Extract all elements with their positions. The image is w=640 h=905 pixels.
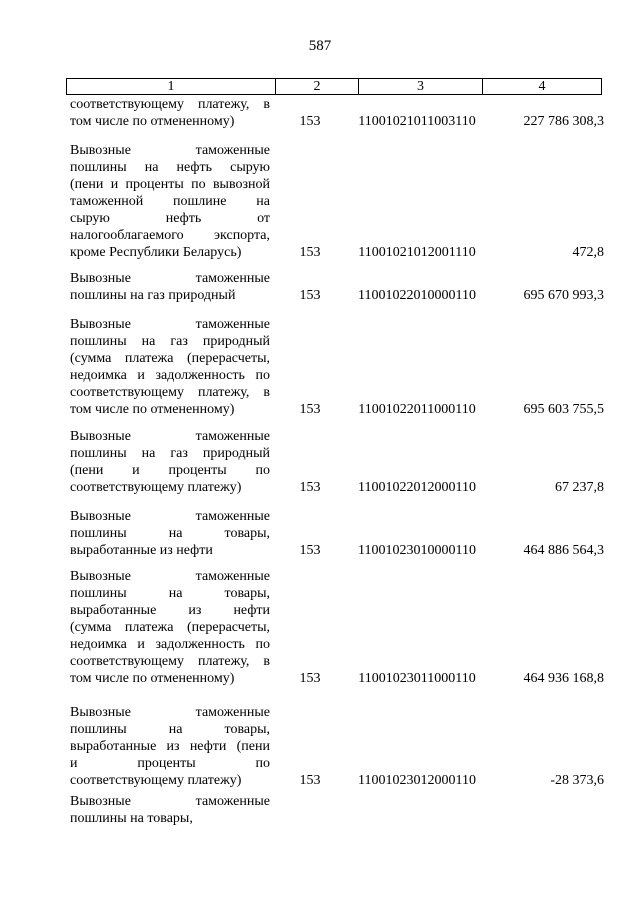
amount-value: 472,8 bbox=[572, 245, 604, 260]
column-2-header: 2 bbox=[276, 79, 359, 94]
amount-value: 695 670 993,3 bbox=[523, 288, 604, 303]
description-line: налогооблагаемого экспорта, bbox=[70, 228, 270, 243]
admin-code: 153 bbox=[299, 402, 321, 417]
description-line: Вывозные таможенные bbox=[70, 317, 270, 332]
description-line: выработанные из нефти bbox=[70, 543, 213, 558]
description-line: соответствующему платежу) bbox=[70, 773, 242, 788]
budget-class-code: 11001022011000110 bbox=[358, 402, 476, 417]
description-line: Вывозные таможенные bbox=[70, 143, 270, 158]
row-description bbox=[70, 508, 270, 559]
description-line: соответствующему платежу, в bbox=[70, 97, 270, 112]
admin-code: 153 bbox=[299, 114, 321, 129]
row-description bbox=[70, 704, 270, 789]
amount-value: -28 373,6 bbox=[550, 773, 604, 788]
description-line: том числе по отмененному) bbox=[70, 402, 235, 417]
description-line: выработанные из нефти bbox=[70, 603, 270, 618]
description-line: (пени и проценты по вывозной bbox=[70, 177, 270, 192]
admin-code: 153 bbox=[299, 245, 321, 260]
description-line: пошлины на газ природный bbox=[70, 288, 236, 303]
column-4-header: 4 bbox=[538, 79, 546, 94]
description-line: Вывозные таможенные bbox=[70, 429, 270, 444]
row-description bbox=[70, 428, 270, 496]
budget-class-code: 11001023011000110 bbox=[358, 671, 476, 686]
description-line: Вывозные таможенные bbox=[70, 509, 270, 524]
description-line: соответствующему платежу) bbox=[70, 480, 242, 495]
description-line: Вывозные таможенные bbox=[70, 271, 270, 286]
description-line: пошлины на товары, bbox=[70, 811, 193, 826]
description-line: сырую нефть от bbox=[70, 211, 270, 226]
page-number: 587 bbox=[308, 38, 332, 54]
description-line: таможенной пошлине на bbox=[70, 194, 270, 209]
admin-code: 153 bbox=[299, 671, 321, 686]
description-line: том числе по отмененному) bbox=[70, 671, 235, 686]
description-line: и проценты по bbox=[70, 756, 270, 771]
amount-value: 464 936 168,8 bbox=[523, 671, 604, 686]
budget-class-code: 11001022010000110 bbox=[358, 288, 476, 303]
description-line: Вывозные таможенные bbox=[70, 794, 270, 809]
description-line: том числе по отмененному) bbox=[70, 114, 235, 129]
description-line: пошлины на товары, bbox=[70, 526, 270, 541]
description-line: Вывозные таможенные bbox=[70, 569, 270, 584]
row-description bbox=[70, 793, 270, 827]
admin-code: 153 bbox=[299, 543, 321, 558]
description-line: пошлины на газ природный bbox=[70, 334, 270, 349]
admin-code: 153 bbox=[299, 773, 321, 788]
description-line: недоимка и задолженность по bbox=[70, 368, 270, 383]
description-line: пошлины на товары, bbox=[70, 722, 270, 737]
row-description bbox=[70, 316, 270, 418]
description-line: (пени и проценты по bbox=[70, 463, 270, 478]
column-3-header: 3 bbox=[359, 79, 483, 94]
admin-code: 153 bbox=[299, 288, 321, 303]
admin-code: 153 bbox=[299, 480, 321, 495]
row-description bbox=[70, 142, 270, 261]
amount-value: 227 786 308,3 bbox=[523, 114, 604, 129]
amount-value: 464 886 564,3 bbox=[523, 543, 604, 558]
description-line: выработанные из нефти (пени bbox=[70, 739, 270, 754]
description-line: (сумма платежа (перерасчеты, bbox=[70, 620, 270, 635]
description-line: Вывозные таможенные bbox=[70, 705, 270, 720]
description-line: пошлины на газ природный bbox=[70, 446, 270, 461]
description-line: кроме Республики Беларусь) bbox=[70, 245, 242, 260]
budget-class-code: 11001023012000110 bbox=[358, 773, 476, 788]
description-line: (сумма платежа (перерасчеты, bbox=[70, 351, 270, 366]
amount-value: 67 237,8 bbox=[555, 480, 604, 495]
row-description bbox=[70, 568, 270, 687]
budget-class-code: 11001023010000110 bbox=[358, 543, 476, 558]
description-line: соответствующему платежу, в bbox=[70, 654, 270, 669]
column-1-header: 1 bbox=[67, 79, 276, 94]
amount-value: 695 603 755,5 bbox=[523, 402, 604, 417]
row-description bbox=[70, 270, 270, 304]
description-line: соответствующему платежу, в bbox=[70, 385, 270, 400]
budget-class-code: 11001022012000110 bbox=[358, 480, 476, 495]
description-line: недоимка и задолженность по bbox=[70, 637, 270, 652]
budget-class-code: 11001021011003110 bbox=[358, 114, 476, 129]
row-description bbox=[70, 96, 270, 130]
description-line: пошлины на товары, bbox=[70, 586, 270, 601]
description-line: пошлины на нефть сырую bbox=[70, 160, 270, 175]
table-column-header bbox=[66, 78, 602, 95]
budget-class-code: 11001021012001110 bbox=[358, 245, 476, 260]
